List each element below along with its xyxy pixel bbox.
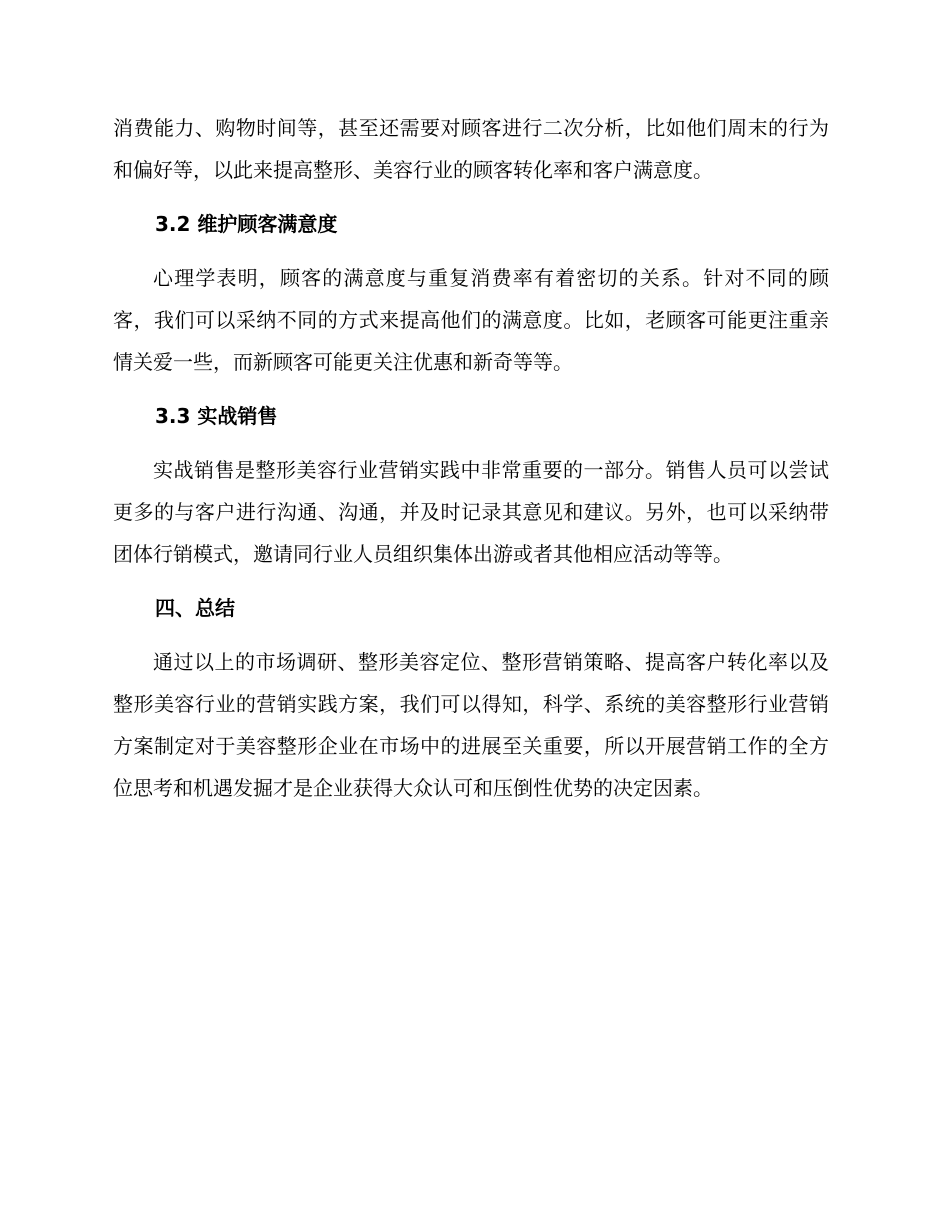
- paragraph-summary: 通过以上的市场调研、整形美容定位、整形营销策略、提高客户转化率以及整形美容行业的营销实践方案，我们可以得知，科学、系统的美容整形行业营销方案制定对于美容整形企业在市场中的进展至关重要，所以开展营销工作的全方位思考和机遇发掘才是企业获得大众认可和压倒性优势的决定因素。: [113, 650, 829, 800]
- paragraph-practical-sales: 实战销售是整形美容行业营销实践中非常重要的一部分。销售人员可以尝试更多的与客户进行沟通、沟通，并及时记录其意见和建议。另外，也可以采纳带团体行销模式，邀请同行业人员组织集体出游或者其他相应活动等等。: [113, 458, 829, 566]
- document-body: [113, 107, 829, 809]
- section-heading-3-2: 3.2 维护顾客满意度: [155, 212, 338, 236]
- section-heading-4: 四、总结: [155, 596, 235, 620]
- paragraph-customer-satisfaction: 心理学表明，顾客的满意度与重复消费率有着密切的关系。针对不同的顾客，我们可以采纳不同的方式来提高他们的满意度。比如，老顾客可能更注重亲情关爱一些，而新顾客可能更关注优惠和新奇等等。: [113, 266, 829, 374]
- paragraph-continued-analysis: 消费能力、购物时间等，甚至还需要对顾客进行二次分析，比如他们周末的行为和偏好等，以此来提高整形、美容行业的顾客转化率和客户满意度。: [113, 116, 829, 182]
- section-heading-3-3: 3.3 实战销售: [155, 404, 278, 428]
